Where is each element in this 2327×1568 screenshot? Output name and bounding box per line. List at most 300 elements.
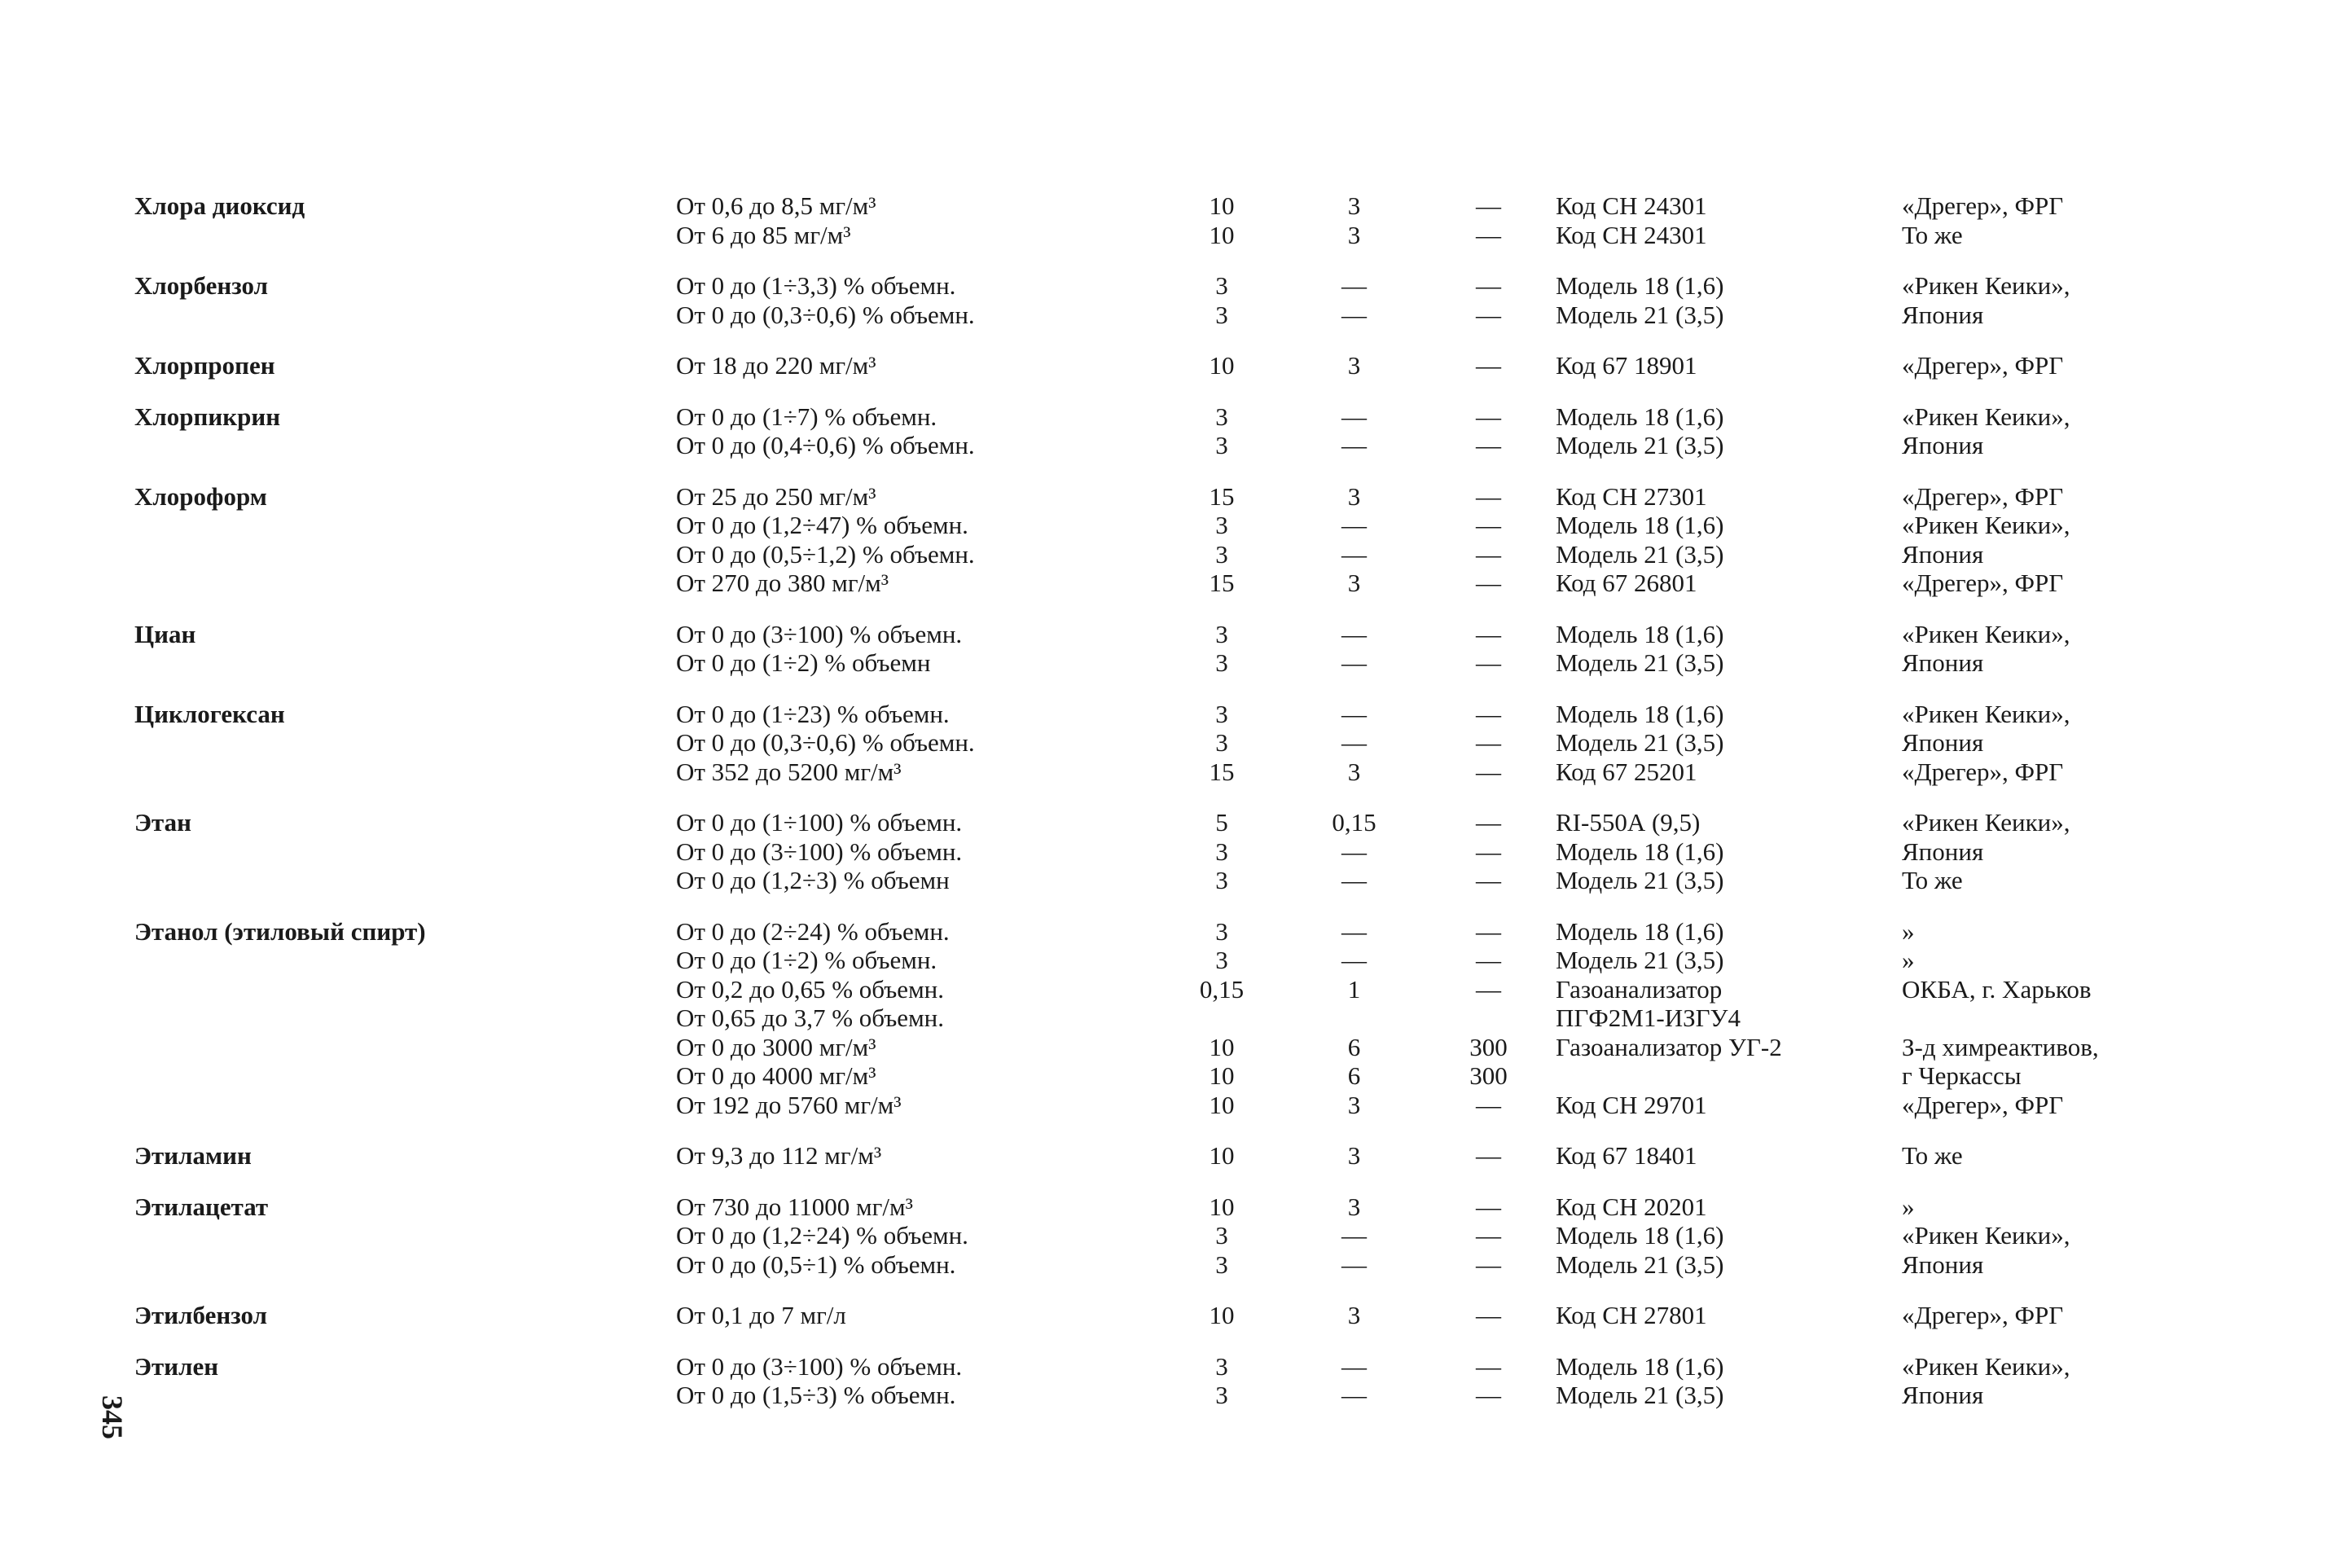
model-cell — [1556, 808, 1902, 895]
cell-line: — — [1341, 511, 1367, 539]
value2-cell — [1287, 351, 1421, 380]
value1-cell — [1157, 351, 1287, 380]
cell-line: «Рикен Кеики», — [1902, 619, 2070, 648]
cell-line: От 0 до (0,4÷0,6) % объемн. — [676, 431, 975, 459]
cell-line: г Черкассы — [1902, 1061, 2022, 1090]
value1-cell — [1157, 1301, 1287, 1330]
cell-line: — — [1476, 619, 1501, 648]
cell-line: Код СН 27801 — [1556, 1301, 1707, 1329]
value3-cell — [1421, 1192, 1556, 1280]
substance-name: Хлорпикрин — [134, 402, 281, 431]
cell-line: Код 67 25201 — [1556, 757, 1697, 786]
substance-name: Хлороформ — [134, 481, 267, 511]
model-cell — [1556, 482, 1902, 598]
cell-line: Япония — [1902, 1381, 1984, 1409]
cell-line: Код 67 18901 — [1556, 351, 1697, 380]
cell-line: — — [1341, 1250, 1367, 1279]
value3-cell — [1421, 482, 1556, 598]
table-row — [134, 1141, 2138, 1171]
substance-name: Этиламин — [134, 1141, 252, 1170]
value2-cell — [1287, 1141, 1421, 1171]
cell-line: От 0 до (3÷100) % объемн. — [676, 1351, 963, 1381]
cell-line: 3 — [1347, 1090, 1361, 1119]
value1-cell — [1157, 271, 1287, 329]
model-cell — [1556, 271, 1902, 329]
value1-cell — [1157, 808, 1287, 895]
cell-line: «Рикен Кеики», — [1902, 1221, 2070, 1250]
cell-line: От 0 до (0,5÷1,2) % объемн. — [676, 539, 975, 569]
range-cell — [676, 808, 1157, 895]
substance-name: Этанол (этиловый спирт) — [134, 916, 426, 946]
model-cell — [1556, 402, 1902, 460]
cell-line: 10 — [1209, 191, 1235, 220]
cell-line — [1157, 1004, 1287, 1033]
value3-cell — [1421, 191, 1556, 249]
cell-line: 10 — [1209, 1192, 1235, 1221]
cell-line: Код СН 24301 — [1556, 220, 1707, 249]
cell-line: Газоанализатор УГ-2 — [1556, 1032, 1782, 1061]
value3-cell — [1421, 351, 1556, 380]
cell-line: — — [1341, 837, 1367, 866]
range-cell — [676, 700, 1157, 787]
cell-line: «Дрегер», ФРГ — [1902, 569, 2064, 597]
cell-line: 3 — [1215, 699, 1228, 728]
cell-line: — — [1341, 866, 1367, 894]
row-gap — [134, 1330, 2138, 1352]
value3-cell — [1421, 271, 1556, 329]
cell-line: Код СН 27301 — [1556, 481, 1707, 511]
cell-line: От 0 до (1÷3,3) % объемн. — [676, 271, 956, 300]
cell-line: То же — [1902, 220, 1963, 249]
value3-cell — [1421, 1301, 1556, 1330]
manufacturer-cell — [1902, 1301, 2138, 1330]
table-row — [134, 620, 2138, 678]
value1-cell — [1157, 191, 1287, 249]
cell-line: От 0 до (1,2÷47) % объемн. — [676, 511, 968, 539]
cell-line: «Рикен Кеики», — [1902, 511, 2070, 539]
table-row — [134, 1192, 2138, 1280]
cell-line: От 0 до (0,3÷0,6) % объемн. — [676, 728, 975, 757]
cell-line: 3 — [1215, 916, 1228, 946]
row-gap — [134, 678, 2138, 700]
cell-line: От 0 до (1÷23) % объемн. — [676, 699, 950, 728]
cell-line: — — [1476, 220, 1501, 249]
row-gap — [134, 598, 2138, 620]
cell-line: «Рикен Кеики», — [1902, 1351, 2070, 1381]
cell-line: 0,15 — [1332, 808, 1376, 837]
cell-line: ПГФ2М1-ИЗГУ4 — [1556, 1004, 1741, 1032]
cell-line: Код СН 24301 — [1556, 191, 1707, 220]
cell-line: RI-550А (9,5) — [1556, 808, 1701, 837]
cell-line: Код СН 20201 — [1556, 1192, 1707, 1221]
cell-line: 10 — [1209, 1061, 1235, 1090]
cell-line: — — [1476, 481, 1501, 511]
cell-line: Код 67 18401 — [1556, 1141, 1697, 1170]
cell-line: 3 — [1347, 351, 1361, 380]
cell-line: 3 — [1215, 511, 1228, 539]
cell-line: То же — [1902, 1141, 1963, 1170]
cell-line: Модель 21 (3,5) — [1556, 728, 1724, 757]
cell-line: От 0 до (1÷100) % объемн. — [676, 808, 963, 837]
cell-line: От 0,6 до 8,5 мг/м³ — [676, 191, 876, 220]
cell-line: От 730 до 11000 мг/м³ — [676, 1192, 913, 1221]
value3-cell — [1421, 917, 1556, 1120]
cell-line: 3 — [1347, 1192, 1361, 1221]
value3-cell — [1421, 808, 1556, 895]
cell-line: От 0 до (1,5÷3) % объемн. — [676, 1381, 956, 1409]
substance-name: Циклогексан — [134, 699, 285, 728]
value3-cell — [1421, 402, 1556, 460]
cell-line: — — [1476, 1141, 1501, 1170]
cell-line: ОКБА, г. Харьков — [1902, 974, 2092, 1004]
cell-line: — — [1341, 1351, 1367, 1381]
cell-line: «Дрегер», ФРГ — [1902, 1301, 2064, 1329]
cell-line: » — [1902, 916, 1915, 946]
cell-line: 6 — [1347, 1032, 1361, 1061]
cell-line: » — [1902, 1192, 1915, 1221]
value3-cell — [1421, 1141, 1556, 1171]
cell-line: — — [1341, 402, 1367, 431]
cell-line: 300 — [1469, 1032, 1508, 1061]
manufacturer-cell — [1902, 1352, 2138, 1410]
value2-cell — [1287, 1301, 1421, 1330]
cell-line: — — [1476, 1301, 1501, 1329]
model-cell — [1556, 1301, 1902, 1330]
cell-line: — — [1341, 1381, 1367, 1409]
cell-line: От 0 до (3÷100) % объемн. — [676, 837, 963, 866]
cell-line: » — [1902, 946, 1915, 974]
cell-line: 3 — [1215, 431, 1228, 459]
row-gap — [134, 786, 2138, 808]
cell-line: «Рикен Кеики», — [1902, 808, 2070, 837]
cell-line: — — [1476, 648, 1501, 677]
cell-line: Модель 21 (3,5) — [1556, 1381, 1724, 1409]
cell-line: 3 — [1215, 271, 1228, 300]
row-gap — [134, 1171, 2138, 1192]
cell-line: З-д химреактивов, — [1902, 1032, 2099, 1061]
manufacturer-cell — [1902, 700, 2138, 787]
range-cell — [676, 620, 1157, 678]
cell-line: 3 — [1215, 728, 1228, 757]
model-cell — [1556, 620, 1902, 678]
cell-line — [1287, 1004, 1421, 1033]
table-row — [134, 191, 2138, 249]
cell-line: — — [1476, 974, 1501, 1004]
cell-line: 3 — [1347, 1141, 1361, 1170]
manufacturer-cell — [1902, 271, 2138, 329]
cell-line: — — [1476, 402, 1501, 431]
cell-line: Код 67 26801 — [1556, 569, 1697, 597]
cell-line: Модель 21 (3,5) — [1556, 648, 1724, 677]
cell-line: — — [1476, 837, 1501, 866]
cell-line: От 0 до (1÷2) % объемн — [676, 648, 931, 677]
model-cell — [1556, 351, 1902, 380]
cell-line: «Дрегер», ФРГ — [1902, 1090, 2064, 1119]
cell-line: От 0 до (0,3÷0,6) % объемн. — [676, 300, 975, 329]
substance-name: Этан — [134, 808, 191, 837]
table-row — [134, 917, 2138, 1120]
cell-line: Япония — [1902, 837, 1984, 866]
table-body — [134, 191, 2138, 1410]
cell-line: 3 — [1215, 866, 1228, 894]
cell-line: — — [1476, 431, 1501, 459]
cell-line: Япония — [1902, 300, 1984, 329]
cell-line: Модель 18 (1,6) — [1556, 619, 1724, 648]
value1-cell — [1157, 1352, 1287, 1410]
cell-line: 0,15 — [1199, 974, 1245, 1004]
cell-line: — — [1341, 300, 1367, 329]
model-cell — [1556, 1192, 1902, 1280]
table-row — [134, 808, 2138, 895]
value2-cell — [1287, 1352, 1421, 1410]
cell-line: 3 — [1215, 402, 1228, 431]
cell-line: От 270 до 380 мг/м³ — [676, 569, 889, 597]
cell-line: От 18 до 220 мг/м³ — [676, 351, 876, 380]
value2-cell — [1287, 700, 1421, 787]
value3-cell — [1421, 1352, 1556, 1410]
value1-cell — [1157, 1192, 1287, 1280]
cell-line: — — [1476, 1090, 1501, 1119]
cell-line: 3 — [1215, 619, 1228, 648]
model-cell — [1556, 191, 1902, 249]
value1-cell — [1157, 482, 1287, 598]
cell-line: Модель 18 (1,6) — [1556, 837, 1724, 866]
cell-line: Япония — [1902, 431, 1984, 459]
range-cell — [676, 351, 1157, 380]
row-gap — [134, 1119, 2138, 1141]
cell-line: — — [1476, 1221, 1501, 1250]
cell-line: Модель 21 (3,5) — [1556, 866, 1724, 894]
cell-line: 3 — [1215, 946, 1228, 974]
cell-line: «Рикен Кеики», — [1902, 271, 2070, 300]
cell-line: Модель 18 (1,6) — [1556, 1351, 1724, 1381]
range-cell — [676, 1192, 1157, 1280]
cell-line: Модель 21 (3,5) — [1556, 539, 1724, 569]
substance-name: Этилацетат — [134, 1192, 269, 1221]
value1-cell — [1157, 620, 1287, 678]
cell-line: — — [1341, 271, 1367, 300]
cell-line: Япония — [1902, 539, 1984, 569]
cell-line: Модель 21 (3,5) — [1556, 1250, 1724, 1279]
cell-line: — — [1476, 271, 1501, 300]
cell-line: Газоанализатор — [1556, 974, 1723, 1004]
cell-line — [1902, 1004, 2138, 1033]
cell-line: 15 — [1209, 757, 1235, 786]
range-cell — [676, 1352, 1157, 1410]
range-cell — [676, 271, 1157, 329]
table-row — [134, 402, 2138, 460]
cell-line: 10 — [1209, 220, 1235, 249]
cell-line: 3 — [1215, 1221, 1228, 1250]
cell-line: От 0 до (1,2÷24) % объемн. — [676, 1221, 968, 1250]
model-cell — [1556, 917, 1902, 1120]
cell-line — [1421, 1004, 1556, 1033]
cell-line: — — [1341, 728, 1367, 757]
cell-line: 3 — [1215, 300, 1228, 329]
table-row — [134, 700, 2138, 787]
cell-line: — — [1476, 916, 1501, 946]
cell-line: — — [1476, 728, 1501, 757]
cell-line: — — [1341, 539, 1367, 569]
cell-line: От 192 до 5760 мг/м³ — [676, 1090, 902, 1119]
cell-line: 3 — [1215, 1351, 1228, 1381]
cell-line: От 25 до 250 мг/м³ — [676, 481, 876, 511]
cell-line: 3 — [1215, 539, 1228, 569]
table-row — [134, 351, 2138, 380]
value3-cell — [1421, 620, 1556, 678]
table-row — [134, 1301, 2138, 1330]
cell-line: 3 — [1347, 481, 1361, 511]
value2-cell — [1287, 917, 1421, 1120]
cell-line: От 0,1 до 7 мг/л — [676, 1301, 846, 1329]
cell-line: От 352 до 5200 мг/м³ — [676, 757, 902, 786]
manufacturer-cell — [1902, 808, 2138, 895]
cell-line: Япония — [1902, 648, 1984, 677]
cell-line: От 0 до (0,5÷1) % объемн. — [676, 1250, 956, 1279]
range-cell — [676, 482, 1157, 598]
cell-line: Япония — [1902, 1250, 1984, 1279]
manufacturer-cell — [1902, 351, 2138, 380]
cell-line: То же — [1902, 866, 1963, 894]
range-cell — [676, 402, 1157, 460]
cell-line: От 0,2 до 0,65 % объемн. — [676, 974, 945, 1004]
substance-name: Хлорбензол — [134, 271, 268, 300]
value1-cell — [1157, 1141, 1287, 1171]
cell-line: От 0 до (1÷7) % объемн. — [676, 402, 937, 431]
substance-name: Этилбензол — [134, 1301, 267, 1329]
cell-line: — — [1476, 946, 1501, 974]
cell-line: Модель 21 (3,5) — [1556, 300, 1724, 329]
cell-line: Модель 18 (1,6) — [1556, 916, 1724, 946]
cell-line: 300 — [1469, 1061, 1508, 1090]
table-row — [134, 482, 2138, 598]
page-number: 345 — [96, 1395, 129, 1439]
table-row — [134, 1352, 2138, 1410]
model-cell — [1556, 1352, 1902, 1410]
row-gap — [134, 329, 2138, 351]
cell-line: — — [1341, 916, 1367, 946]
value2-cell — [1287, 808, 1421, 895]
cell-line: Код СН 29701 — [1556, 1090, 1707, 1119]
cell-line: Модель 18 (1,6) — [1556, 271, 1724, 300]
cell-line: 3 — [1347, 220, 1361, 249]
value2-cell — [1287, 1192, 1421, 1280]
cell-line: «Дрегер», ФРГ — [1902, 351, 2064, 380]
manufacturer-cell — [1902, 402, 2138, 460]
table-row — [134, 271, 2138, 329]
cell-line: 3 — [1215, 1250, 1228, 1279]
value1-cell — [1157, 700, 1287, 787]
value2-cell — [1287, 271, 1421, 329]
cell-line: 10 — [1209, 351, 1235, 380]
cell-line: — — [1341, 648, 1367, 677]
substance-name: Циан — [134, 619, 196, 648]
cell-line: — — [1476, 808, 1501, 837]
cell-line: От 0 до (2÷24) % объемн. — [676, 916, 950, 946]
cell-line: Модель 21 (3,5) — [1556, 431, 1724, 459]
cell-line: От 0 до (1÷2) % объемн. — [676, 946, 937, 974]
manufacturer-cell — [1902, 482, 2138, 598]
cell-line: — — [1476, 1381, 1501, 1409]
cell-line: 3 — [1215, 1381, 1228, 1409]
cell-line: — — [1341, 619, 1367, 648]
cell-line: 10 — [1209, 1032, 1235, 1061]
cell-line: 10 — [1209, 1141, 1235, 1170]
cell-line: 3 — [1347, 1301, 1361, 1329]
value2-cell — [1287, 482, 1421, 598]
cell-line: Модель 18 (1,6) — [1556, 511, 1724, 539]
substance-name: Хлора диоксид — [134, 191, 305, 220]
cell-line: — — [1476, 569, 1501, 597]
cell-line: От 0 до (1,2÷3) % объемн — [676, 866, 950, 894]
value1-cell — [1157, 917, 1287, 1120]
cell-line: 15 — [1209, 481, 1235, 511]
manufacturer-cell — [1902, 620, 2138, 678]
range-cell — [676, 191, 1157, 249]
cell-line: Япония — [1902, 728, 1984, 757]
manufacturer-cell — [1902, 1192, 2138, 1280]
cell-line: Модель 18 (1,6) — [1556, 1221, 1724, 1250]
cell-line: От 0 до (3÷100) % объемн. — [676, 619, 963, 648]
cell-line: «Дрегер», ФРГ — [1902, 191, 2064, 220]
cell-line: 3 — [1215, 648, 1228, 677]
cell-line: — — [1341, 431, 1367, 459]
cell-line: — — [1476, 699, 1501, 728]
cell-line: — — [1341, 946, 1367, 974]
cell-line: — — [1341, 699, 1367, 728]
cell-line: 10 — [1209, 1090, 1235, 1119]
cell-line: От 0,65 до 3,7 % объемн. — [676, 1004, 945, 1032]
cell-line: 3 — [1347, 569, 1361, 597]
cell-line: — — [1476, 1192, 1501, 1221]
cell-line: От 0 до 3000 мг/м³ — [676, 1032, 876, 1061]
manufacturer-cell — [1902, 1141, 2138, 1171]
range-cell — [676, 1301, 1157, 1330]
cell-line: От 0 до 4000 мг/м³ — [676, 1061, 876, 1090]
cell-line: — — [1476, 866, 1501, 894]
cell-line: Модель 18 (1,6) — [1556, 402, 1724, 431]
cell-line: 15 — [1209, 569, 1235, 597]
cell-line: — — [1476, 1250, 1501, 1279]
model-cell — [1556, 700, 1902, 787]
cell-line: — — [1476, 1351, 1501, 1381]
value3-cell — [1421, 700, 1556, 787]
value1-cell — [1157, 402, 1287, 460]
cell-line — [1556, 1061, 1902, 1091]
cell-line: Модель 21 (3,5) — [1556, 946, 1724, 974]
cell-line: 3 — [1215, 837, 1228, 866]
cell-line: — — [1476, 300, 1501, 329]
substance-name: Этилен — [134, 1351, 219, 1381]
cell-line: — — [1341, 1221, 1367, 1250]
cell-line: — — [1476, 511, 1501, 539]
cell-line: 3 — [1347, 757, 1361, 786]
value2-cell — [1287, 620, 1421, 678]
row-gap — [134, 1279, 2138, 1301]
cell-line: «Дрегер», ФРГ — [1902, 481, 2064, 511]
cell-line: — — [1476, 191, 1501, 220]
row-gap — [134, 895, 2138, 917]
cell-line: «Рикен Кеики», — [1902, 402, 2070, 431]
substance-name: Хлорпропен — [134, 351, 275, 380]
row-gap — [134, 380, 2138, 402]
value2-cell — [1287, 402, 1421, 460]
row-gap — [134, 249, 2138, 271]
cell-line: «Дрегер», ФРГ — [1902, 757, 2064, 786]
cell-line: — — [1476, 351, 1501, 380]
model-cell — [1556, 1141, 1902, 1171]
cell-line: — — [1476, 539, 1501, 569]
